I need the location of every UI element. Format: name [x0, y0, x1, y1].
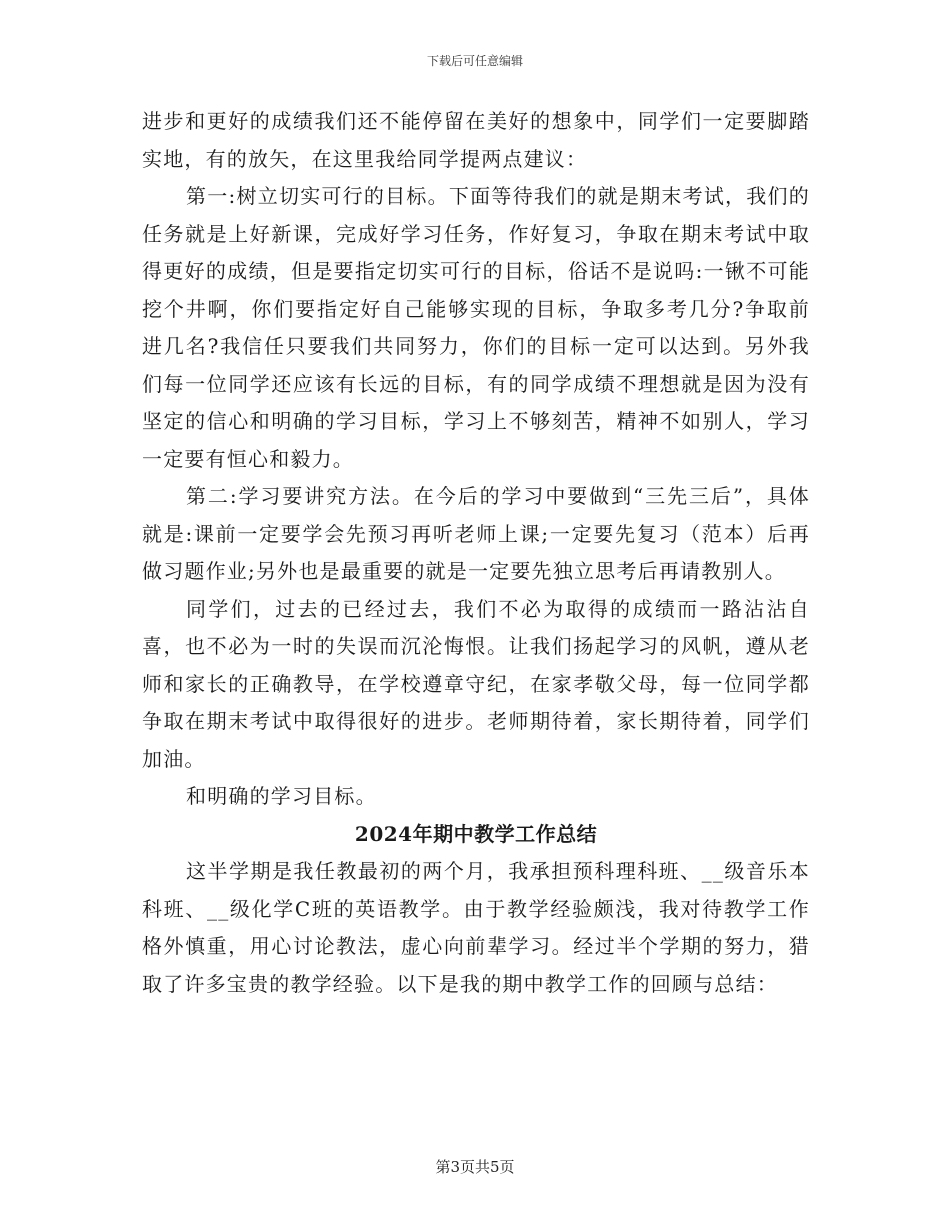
header-note: 下载后可任意编辑 — [426, 54, 523, 68]
paragraph-fragment: 和明确的学习目标。 — [186, 784, 377, 808]
paragraph-first-advice: 第一:树立切实可行的目标。下面等待我们的就是期末考试，我们的任务就是上好新课，完成好学习任务，作好复习，争取在期末考试中取得更好的成绩，但是要指定切实可行的目标，俗话不是说吗:一锹不可能挖个井啊，你们要指定好自己能够实现的目标，争取多考几分?争取前进几名?我信任只要我们共同努力，你们的目标一定可以达到。另外我们每一位同学还应该有长远的目标，有的同学成绩不理想就是因为没有坚定的信心和明确的学习目标，学习上不够刻苦，精神不如别人，学习一定要有恒心和毅力。 — [142, 184, 810, 471]
section-body: 这半学期是我任教最初的两个月，我承担预科理科班、__级音乐本科班、__级化学C班的英语教学。由于教学经验颇浅，我对待教学工作格外慎重，用心讨论教法，虚心向前辈学习。经过半个学期的努力，猎取了许多宝贵的教学经验。以下是我的期中教学工作的回顾与总结： — [142, 859, 810, 996]
document-body — [142, 103, 810, 1003]
paragraph-encouragement: 同学们，过去的已经过去，我们不必为取得的成绩而一路沾沾自喜，也不必为一时的失误而沉沦悔恨。让我们扬起学习的风帆，遵从老师和家长的正确教导，在学校遵章守纪，在家孝敬父母，每一位同学都争取在期末考试中取得很好的进步。老师期待着，家长期待着，同学们加油。 — [142, 596, 810, 771]
paragraph-intro: 进步和更好的成绩我们还不能停留在美好的想象中，同学们一定要脚踏实地，有的放矢，在这里我给同学提两点建议： — [142, 109, 810, 171]
page-footer: 第3页共5页 — [435, 1158, 515, 1176]
paragraph-second-advice: 第二:学习要讲究方法。在今后的学习中要做到“三先三后”，具体就是:课前一定要学会先预习再听老师上课;一定要先复习（范本）后再做习题作业;另外也是最重要的就是一定要先独立思考后再请教别人。 — [142, 484, 810, 583]
section-title: 2024年期中教学工作总结 — [354, 821, 598, 846]
